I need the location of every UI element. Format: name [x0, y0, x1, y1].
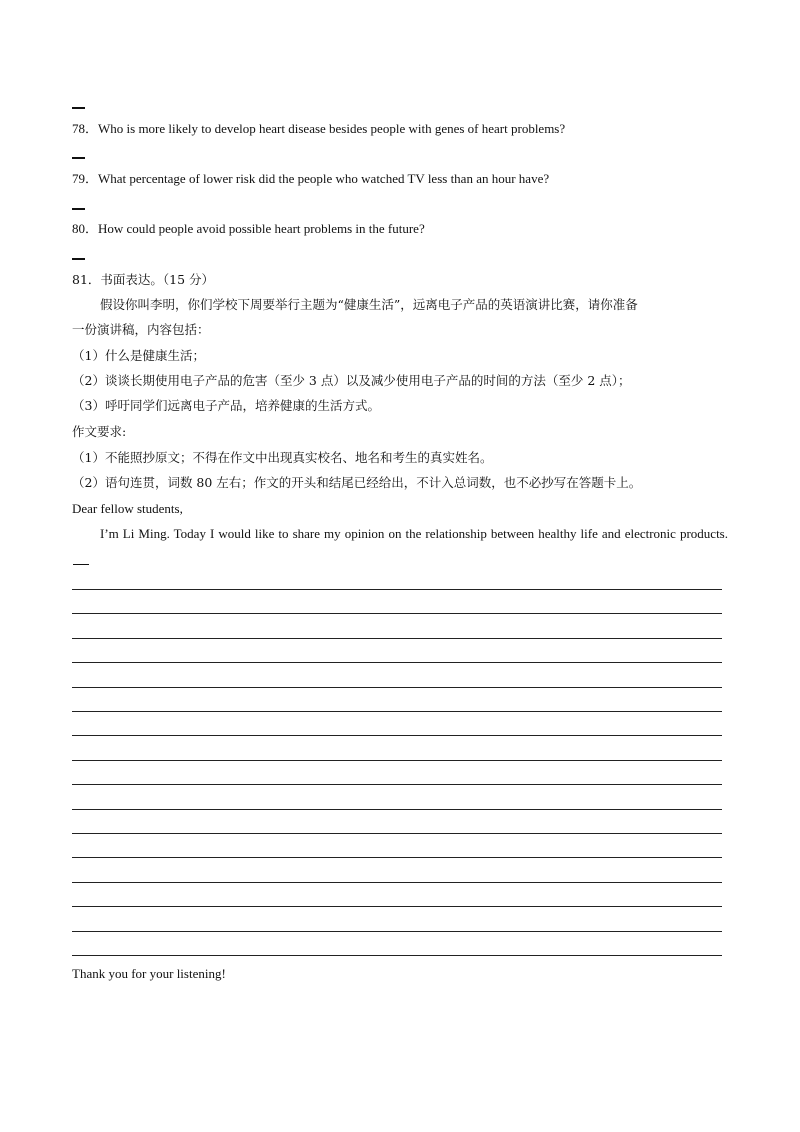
- writing-ruled-line[interactable]: [72, 931, 722, 932]
- opening-blank[interactable]: [73, 564, 89, 565]
- writing-ruled-line[interactable]: [72, 809, 722, 810]
- writing-ruled-line[interactable]: [72, 760, 722, 761]
- writing-prompt-line2: 一份演讲稿，内容包括：: [72, 322, 210, 337]
- question-79: 79．What percentage of lower risk did the people who watched TV less than an hour have?: [72, 171, 550, 186]
- writing-point-2: （2）谈谈长期使用电子产品的危害（至少 3 点）以及减少使用电子产品的时间的方法（至少 2 点）；: [72, 373, 631, 388]
- letter-greeting: Dear fellow students,: [72, 501, 183, 516]
- writing-ruled-line[interactable]: [72, 662, 722, 663]
- writing-ruled-line[interactable]: [72, 833, 722, 834]
- writing-ruled-line[interactable]: [72, 784, 722, 785]
- writing-ruled-line[interactable]: [72, 638, 722, 639]
- writing-ruled-line[interactable]: [72, 687, 722, 688]
- letter-opening-paragraph: [72, 521, 728, 571]
- answer-blank-79[interactable]: [72, 208, 85, 210]
- writing-ruled-line[interactable]: [72, 857, 722, 858]
- writing-ruled-line[interactable]: [72, 589, 722, 590]
- writing-ruled-line[interactable]: [72, 711, 722, 712]
- letter-opening-text: I’m Li Ming. Today I would like to share my opinion on the relationship between healthy life and electronic products.: [100, 526, 728, 541]
- question-80: 80．How could people avoid possible heart problems in the future?: [72, 221, 425, 236]
- writing-heading: 81．书面表达。（15 分）: [72, 272, 215, 287]
- answer-blank-78[interactable]: [72, 157, 85, 159]
- answer-blank-80[interactable]: [72, 258, 85, 260]
- question-78: 78．Who is more likely to develop heart disease besides people with genes of heart problems?: [72, 121, 566, 136]
- writing-ruled-line[interactable]: [72, 955, 722, 956]
- requirements-title: 作文要求:: [72, 424, 127, 439]
- requirement-2: （2）语句连贯，词数 80 左右；作文的开头和结尾已经给出，不计入总词数，也不必抄写在答题卡上。: [72, 475, 642, 490]
- writing-point-1: （1）什么是健康生活；: [72, 348, 205, 363]
- requirement-1: （1）不能照抄原文；不得在作文中出现真实校名、地名和考生的真实姓名。: [72, 450, 493, 465]
- writing-point-3: （3）呼吁同学们远离电子产品，培养健康的生活方式。: [72, 398, 380, 413]
- answer-blank-77[interactable]: [72, 107, 85, 109]
- writing-ruled-line[interactable]: [72, 735, 722, 736]
- writing-ruled-line[interactable]: [72, 882, 722, 883]
- writing-prompt-line1: 假设你叫李明，你们学校下周要举行主题为“健康生活”，远离电子产品的英语演讲比赛，请你准备: [100, 297, 638, 312]
- letter-closing: Thank you for your listening!: [72, 966, 226, 981]
- writing-ruled-line[interactable]: [72, 906, 722, 907]
- writing-ruled-line[interactable]: [72, 613, 722, 614]
